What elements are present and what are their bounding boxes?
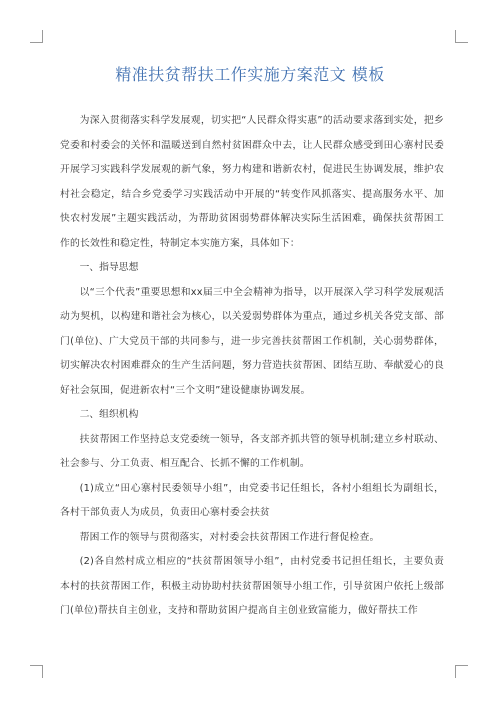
paragraph-item-2: (2)各自然村成立相应的“扶贫帮困领导小组”，由村党委书记担任组长，主要负责本村的扶贫帮困工作，积极主动协助村扶贫帮困领导小组工作，引导贫困户依托上级部门(单位)帮扶自主创业，支持和帮助贫困户提高自主创业致富能力，做好帮扶工作: [60, 556, 444, 616]
paragraph-item-1: (1)成立“田心寨村民委领导小组”，由党委书记任组长，各村小组组长为副组长，各村干部负责人为成员，负责田心寨村委会扶贫: [60, 482, 444, 518]
paragraph-intro: 为深入贯彻落实科学发展观，切实把“人民群众得实惠”的活动要求落到实处，把乡党委和村委会的关怀和温暖送到自然村贫困群众中去，让人民群众感受到田心寨村民委开展学习实践科学发展观的新气象，努力构建和谐新农村，促进民生协调发展，维护农村社会稳定，结合乡党委学习实践活动中开展的“转变作风抓落实、提高服务水平、加快农村发展”主题实践活动，为帮助贫困弱势群体解决实际生活困难，确保扶贫帮困工作的长效性和稳定性，特制定本实施方案，具体如下：: [60, 115, 444, 249]
section-heading-organization: 二、组织机构: [79, 409, 139, 420]
crop-mark-bottom-left: [30, 665, 43, 678]
crop-mark-top-right: [455, 30, 468, 43]
paragraph-guiding-ideology: 以“三个代表”重要思想和xx届三中全会精神为指导，以开展深入学习科学发展观活动为契机，以构建和谐社会为核心，以关爱弱势群体为重点，通过乡机关各党支部、部门(单位)、广大党员干部的共同参与，进一步完善扶贫帮困工作机制，关心弱势群体，切实解决农村困难群众的生产生活问题，努力营造扶贫帮困、团结互助、奉献爱心的良好社会氛围，促进新农村“三个文明”建设健康协调发展。: [60, 286, 444, 396]
section-heading-guiding-ideology: 一、指导思想: [79, 262, 139, 273]
document-title: 精准扶贫帮扶工作实施方案范文 模板: [115, 65, 385, 84]
paragraph-organization: 扶贫帮困工作坚持总支党委统一领导，各支部齐抓共管的领导机制;建立乡村联动、社会参与、分工负责、相互配合、长抓不懈的工作机制。: [60, 433, 444, 469]
paragraph-item-1-continued: 帮困工作的领导与贯彻落实，对村委会扶贫帮困工作进行督促检查。: [79, 531, 380, 543]
document-body: [60, 109, 444, 624]
crop-mark-bottom-right: [455, 665, 468, 678]
crop-mark-top-left: [30, 30, 43, 43]
